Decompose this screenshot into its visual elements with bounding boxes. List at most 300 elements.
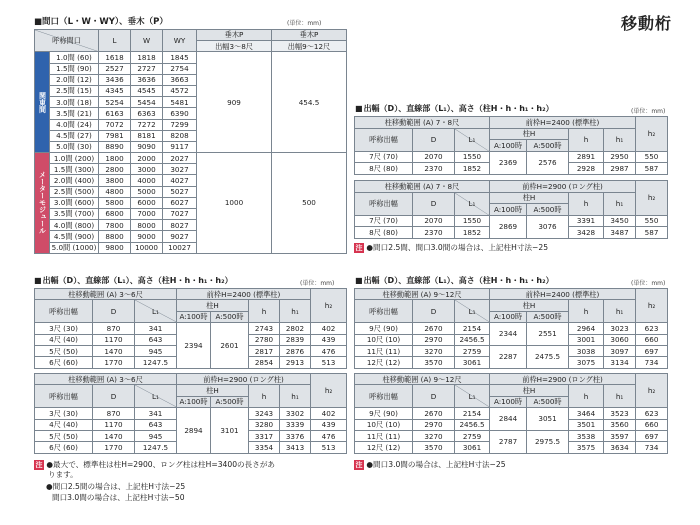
value-cell: 1852 bbox=[455, 163, 490, 175]
size-cell: 1.5間 (90) bbox=[50, 63, 99, 74]
value-cell: 2817 bbox=[249, 345, 280, 356]
value-cell: 2070 bbox=[413, 151, 455, 163]
value-cell: 7299 bbox=[163, 119, 197, 130]
value-cell: 1845 bbox=[163, 52, 197, 63]
col-header-size: 呼称出幅 bbox=[355, 192, 413, 215]
size-cell: 3.5間 (700) bbox=[50, 209, 99, 220]
header-label: L₁ bbox=[468, 135, 476, 145]
value-cell: 1852 bbox=[455, 227, 490, 239]
value-cell: 2370 bbox=[413, 163, 455, 175]
size-cell: 3尺 (30) bbox=[35, 323, 93, 334]
value-cell: 697 bbox=[636, 430, 668, 441]
pillar-value: 2894 bbox=[177, 408, 211, 454]
value-cell: 3636 bbox=[131, 74, 163, 85]
value-cell: 1550 bbox=[455, 151, 490, 163]
projection-table-9-12-long bbox=[354, 373, 668, 454]
value-cell: 6163 bbox=[99, 108, 131, 119]
table-row bbox=[355, 128, 668, 140]
value-cell: 8208 bbox=[163, 130, 197, 141]
size-cell: 2.0間 (400) bbox=[50, 175, 99, 186]
value-cell: 3413 bbox=[280, 442, 311, 453]
range-header: 柱移動範囲 (A) 3～6尺 bbox=[35, 374, 177, 385]
col-header-h1: h₁ bbox=[604, 192, 636, 215]
value-cell: 3270 bbox=[413, 430, 455, 441]
col-header-h2: h₂ bbox=[636, 289, 668, 323]
diagonal-header-cell bbox=[455, 300, 490, 323]
table-row bbox=[355, 289, 668, 300]
value-cell: 9117 bbox=[163, 141, 197, 152]
size-cell: 4尺 (40) bbox=[35, 334, 93, 345]
header-label: L₁ bbox=[468, 391, 476, 401]
value-cell: 6363 bbox=[131, 108, 163, 119]
pillar-value: 3101 bbox=[211, 408, 249, 454]
col-header-rafter-p2: 垂木P bbox=[272, 30, 347, 41]
value-cell: 3597 bbox=[604, 430, 636, 441]
value-cell: 550 bbox=[636, 151, 668, 163]
size-cell: 6尺 (60) bbox=[35, 357, 93, 368]
range-header: 柱移動範囲 (A) 3～6尺 bbox=[35, 289, 177, 300]
value-cell: 2154 bbox=[455, 408, 490, 419]
rafter-p-value: 454.5 bbox=[272, 52, 347, 153]
size-cell: 5.0間 (1000) bbox=[50, 242, 99, 253]
note-text: ●間口2.5間、間口3.0間の場合は、上記柱H寸法−25 bbox=[366, 243, 549, 252]
table-row bbox=[35, 385, 347, 396]
value-cell: 2839 bbox=[280, 334, 311, 345]
value-cell: 3428 bbox=[569, 227, 604, 239]
value-cell: 6390 bbox=[163, 108, 197, 119]
size-cell: 7尺 (70) bbox=[355, 215, 413, 227]
top-table-title: ■ ■間口（L・W・WY）、垂木（P） bbox=[34, 15, 168, 27]
value-cell: 9027 bbox=[163, 231, 197, 242]
table-row bbox=[355, 192, 668, 204]
value-cell: 2970 bbox=[413, 419, 455, 430]
size-cell: 3.5間 (21) bbox=[50, 108, 99, 119]
value-cell: 1770 bbox=[93, 357, 135, 368]
value-cell: 7272 bbox=[131, 119, 163, 130]
size-cell: 4.5間 (900) bbox=[50, 231, 99, 242]
size-cell: 1.0間 (200) bbox=[50, 153, 99, 164]
col-subheader-p1: 出幅3～8尺 bbox=[197, 41, 272, 52]
value-cell: 2754 bbox=[163, 63, 197, 74]
col-header-h2: h₂ bbox=[311, 374, 347, 408]
value-cell: 2970 bbox=[413, 334, 455, 345]
value-cell: 4000 bbox=[131, 175, 163, 186]
group-label-kanto: 関東間 bbox=[35, 52, 50, 153]
value-cell: 341 bbox=[135, 408, 177, 419]
size-cell: 4.5間 (27) bbox=[50, 130, 99, 141]
col-header-wy: WY bbox=[163, 30, 197, 52]
value-cell: 402 bbox=[311, 323, 347, 334]
value-cell: 3038 bbox=[569, 345, 604, 356]
col-header-d: D bbox=[413, 192, 455, 215]
value-cell: 3487 bbox=[604, 227, 636, 239]
value-cell: 8181 bbox=[131, 130, 163, 141]
value-cell: 870 bbox=[93, 323, 135, 334]
col-header-h2: h₂ bbox=[636, 374, 668, 408]
diagonal-header-cell bbox=[455, 128, 490, 151]
value-cell: 3538 bbox=[569, 430, 604, 441]
table-row bbox=[355, 181, 668, 193]
value-cell: 8800 bbox=[99, 231, 131, 242]
value-cell: 9800 bbox=[99, 242, 131, 253]
note-text: ●間口3.0間の場合は、上記柱H寸法−25 bbox=[366, 460, 506, 469]
pillar-value: 2601 bbox=[211, 323, 249, 369]
range-header: 柱移動範囲 (A) 7・8尺 bbox=[355, 181, 490, 193]
value-cell: 5454 bbox=[131, 97, 163, 108]
table-row bbox=[355, 374, 668, 385]
note-tag: 注 bbox=[355, 244, 363, 252]
value-cell: 6800 bbox=[99, 209, 131, 220]
col-header-size: 呼称出幅 bbox=[35, 300, 93, 323]
value-cell: 3501 bbox=[569, 419, 604, 430]
col-header-h: h bbox=[569, 300, 604, 323]
value-cell: 2950 bbox=[604, 151, 636, 163]
value-cell: 1470 bbox=[93, 345, 135, 356]
diagonal-header-cell bbox=[135, 300, 177, 323]
table-row bbox=[35, 408, 347, 419]
value-cell: 2000 bbox=[131, 153, 163, 164]
pillar-value: 3051 bbox=[527, 408, 569, 431]
value-cell: 2743 bbox=[249, 323, 280, 334]
table-row bbox=[355, 408, 668, 419]
col-header-size: 呼称出幅 bbox=[355, 385, 413, 408]
size-cell: 11尺 (11) bbox=[355, 345, 413, 356]
size-cell: 11尺 (11) bbox=[355, 430, 413, 441]
right-bottom-section-unit: (単位：mm) bbox=[631, 280, 666, 287]
value-cell: 1470 bbox=[93, 430, 135, 441]
frame-header: 前枠H=2900 (ロング柱) bbox=[490, 181, 636, 193]
value-cell: 623 bbox=[636, 323, 668, 334]
value-cell: 5800 bbox=[99, 197, 131, 208]
value-cell: 2456.5 bbox=[455, 419, 490, 430]
value-cell: 9000 bbox=[131, 231, 163, 242]
header-label: L₁ bbox=[152, 306, 159, 316]
col-header-d: D bbox=[93, 385, 135, 408]
col-header-d: D bbox=[413, 385, 455, 408]
value-cell: 1170 bbox=[93, 334, 135, 345]
value-cell: 4800 bbox=[99, 186, 131, 197]
pillar-value: 2394 bbox=[177, 323, 211, 369]
value-cell: 3027 bbox=[163, 164, 197, 175]
value-cell: 3000 bbox=[131, 164, 163, 175]
col-header-h: h bbox=[569, 192, 604, 215]
frame-header: 前枠H=2900 (ロング柱) bbox=[177, 374, 311, 385]
table-row bbox=[35, 289, 347, 300]
value-cell: 2456.5 bbox=[455, 334, 490, 345]
value-cell: 8000 bbox=[131, 220, 163, 231]
pillar-value: 2787 bbox=[490, 430, 527, 453]
col-header-a100: A:100時 bbox=[177, 311, 211, 322]
pillar-value: 2576 bbox=[527, 151, 569, 174]
notes-left bbox=[34, 460, 275, 503]
value-cell: 6000 bbox=[131, 197, 163, 208]
value-cell: 550 bbox=[636, 215, 668, 227]
value-cell: 3523 bbox=[604, 408, 636, 419]
value-cell: 6027 bbox=[163, 197, 197, 208]
value-cell: 5254 bbox=[99, 97, 131, 108]
value-cell: 3354 bbox=[249, 442, 280, 453]
size-cell: 2.5間 (500) bbox=[50, 186, 99, 197]
frame-header: 前枠H=2400 (標準柱) bbox=[490, 117, 636, 129]
col-header-l: L bbox=[99, 30, 131, 52]
size-cell: 4.0間 (24) bbox=[50, 119, 99, 130]
value-cell: 3061 bbox=[455, 357, 490, 368]
col-header-pillar: 柱H bbox=[490, 128, 569, 140]
frame-header: 前枠H=2400 (標準柱) bbox=[177, 289, 311, 300]
value-cell: 2670 bbox=[413, 408, 455, 419]
size-cell: 2.0間 (12) bbox=[50, 74, 99, 85]
left-section-title: ■ 出幅（D）、直線部（L₁）、高さ（柱H・h・h₁・h₂） bbox=[34, 275, 233, 286]
diagonal-header-cell bbox=[135, 385, 177, 408]
value-cell: 1818 bbox=[131, 52, 163, 63]
value-cell: 5481 bbox=[163, 97, 197, 108]
size-cell: 4尺 (40) bbox=[35, 419, 93, 430]
table-row bbox=[355, 345, 668, 356]
value-cell: 2928 bbox=[569, 163, 604, 175]
col-header-pillar: 柱H bbox=[177, 385, 249, 396]
size-cell: 10尺 (10) bbox=[355, 419, 413, 430]
col-header-a100: A:100時 bbox=[490, 311, 527, 322]
value-cell: 8027 bbox=[163, 220, 197, 231]
pillar-value: 2369 bbox=[490, 151, 527, 174]
value-cell: 587 bbox=[636, 163, 668, 175]
value-cell: 3663 bbox=[163, 74, 197, 85]
pillar-value: 3076 bbox=[527, 215, 569, 238]
frontage-table bbox=[34, 29, 347, 254]
value-cell: 660 bbox=[636, 419, 668, 430]
value-cell: 3560 bbox=[604, 419, 636, 430]
value-cell: 2070 bbox=[413, 215, 455, 227]
col-header-h1: h₁ bbox=[604, 300, 636, 323]
col-header-a500: A:500時 bbox=[527, 311, 569, 322]
value-cell: 2964 bbox=[569, 323, 604, 334]
table-row bbox=[35, 374, 347, 385]
value-cell: 945 bbox=[135, 430, 177, 441]
range-header: 柱移動範囲 (A) 9～12尺 bbox=[355, 374, 490, 385]
col-header-d: D bbox=[413, 128, 455, 151]
col-header-h: h bbox=[249, 385, 280, 408]
col-header-a100: A:100時 bbox=[490, 204, 527, 216]
rafter-p-value: 500 bbox=[272, 153, 347, 254]
projection-table-9-12-standard bbox=[354, 288, 668, 369]
col-header-h2: h₂ bbox=[636, 181, 668, 216]
value-cell: 3097 bbox=[604, 345, 636, 356]
col-header-a500: A:500時 bbox=[527, 204, 569, 216]
value-cell: 1247.5 bbox=[135, 357, 177, 368]
value-cell: 2370 bbox=[413, 227, 455, 239]
pillar-value: 2287 bbox=[490, 345, 527, 368]
value-cell: 10000 bbox=[131, 242, 163, 253]
table-row bbox=[355, 215, 668, 227]
value-cell: 3001 bbox=[569, 334, 604, 345]
rafter-p-value: 909 bbox=[197, 52, 272, 153]
value-cell: 3134 bbox=[604, 357, 636, 368]
value-cell: 10027 bbox=[163, 242, 197, 253]
value-cell: 2891 bbox=[569, 151, 604, 163]
value-cell: 476 bbox=[311, 430, 347, 441]
col-header-h1: h₁ bbox=[280, 385, 311, 408]
col-header-a100: A:100時 bbox=[490, 396, 527, 407]
value-cell: 4572 bbox=[163, 85, 197, 96]
value-cell: 2670 bbox=[413, 323, 455, 334]
col-header-d: D bbox=[413, 300, 455, 323]
pillar-value: 2844 bbox=[490, 408, 527, 431]
value-cell: 439 bbox=[311, 419, 347, 430]
size-cell: 3.0間 (600) bbox=[50, 197, 99, 208]
size-cell: 6尺 (60) bbox=[35, 442, 93, 453]
header-label: L₁ bbox=[468, 306, 476, 316]
table-row bbox=[35, 30, 347, 41]
col-header-h: h bbox=[569, 385, 604, 408]
projection-table-7-8-long bbox=[354, 180, 668, 239]
size-cell: 12尺 (12) bbox=[355, 442, 413, 453]
col-header-a500: A:500時 bbox=[211, 311, 249, 322]
value-cell: 643 bbox=[135, 334, 177, 345]
col-header-a500: A:500時 bbox=[527, 396, 569, 407]
value-cell: 3436 bbox=[99, 74, 131, 85]
value-cell: 1618 bbox=[99, 52, 131, 63]
col-header-h2: h₂ bbox=[311, 289, 347, 323]
col-header-a100: A:100時 bbox=[177, 396, 211, 407]
pillar-value: 2869 bbox=[490, 215, 527, 238]
value-cell: 2154 bbox=[455, 323, 490, 334]
value-cell: 734 bbox=[636, 442, 668, 453]
value-cell: 697 bbox=[636, 345, 668, 356]
value-cell: 3060 bbox=[604, 334, 636, 345]
value-cell: 1800 bbox=[99, 153, 131, 164]
size-cell: 5尺 (50) bbox=[35, 430, 93, 441]
frame-header: 前枠H=2900 (ロング柱) bbox=[490, 374, 636, 385]
right-top-section-unit: (単位：mm) bbox=[631, 108, 666, 115]
value-cell: 2802 bbox=[280, 323, 311, 334]
note-tag: 注 bbox=[355, 461, 363, 469]
size-cell: 12尺 (12) bbox=[355, 357, 413, 368]
value-cell: 3391 bbox=[569, 215, 604, 227]
value-cell: 2987 bbox=[604, 163, 636, 175]
value-cell: 945 bbox=[135, 345, 177, 356]
value-cell: 3800 bbox=[99, 175, 131, 186]
size-cell: 4.0間 (800) bbox=[50, 220, 99, 231]
col-header-a100: A:100時 bbox=[490, 140, 527, 152]
col-header-h1: h₁ bbox=[280, 300, 311, 323]
value-cell: 7000 bbox=[131, 209, 163, 220]
size-cell: 2.5間 (15) bbox=[50, 85, 99, 96]
value-cell: 623 bbox=[636, 408, 668, 419]
col-header-pillar: 柱H bbox=[177, 300, 249, 311]
range-header: 柱移動範囲 (A) 7・8尺 bbox=[355, 117, 490, 129]
col-header-h1: h₁ bbox=[604, 385, 636, 408]
value-cell: 341 bbox=[135, 323, 177, 334]
value-cell: 2876 bbox=[280, 345, 311, 356]
value-cell: 3243 bbox=[249, 408, 280, 419]
size-cell: 5.0間 (30) bbox=[50, 141, 99, 152]
value-cell: 3270 bbox=[413, 345, 455, 356]
right-bottom-section-title: ■ 出幅（D）、直線部（L₁）、高さ（柱H・h・h₁・h₂） bbox=[355, 275, 554, 286]
size-cell: 9尺 (90) bbox=[355, 323, 413, 334]
value-cell: 2027 bbox=[163, 153, 197, 164]
value-cell: 2854 bbox=[249, 357, 280, 368]
size-cell: 1.5間 (300) bbox=[50, 164, 99, 175]
value-cell: 2727 bbox=[131, 63, 163, 74]
value-cell: 3464 bbox=[569, 408, 604, 419]
range-header: 柱移動範囲 (A) 9～12尺 bbox=[355, 289, 490, 300]
note-text: ●最大で、標準柱は柱H=2900、ロング柱は柱H=3400の長さがあ bbox=[46, 460, 276, 469]
col-header-h: h bbox=[249, 300, 280, 323]
value-cell: 3061 bbox=[455, 442, 490, 453]
value-cell: 402 bbox=[311, 408, 347, 419]
header-label: L₁ bbox=[468, 199, 476, 209]
size-cell: 10尺 (10) bbox=[355, 334, 413, 345]
table-row bbox=[35, 323, 347, 334]
table-row bbox=[355, 117, 668, 129]
value-cell: 643 bbox=[135, 419, 177, 430]
size-cell: 3.0間 (18) bbox=[50, 97, 99, 108]
value-cell: 734 bbox=[636, 357, 668, 368]
size-cell: 3尺 (30) bbox=[35, 408, 93, 419]
frame-header: 前枠H=2400 (標準柱) bbox=[490, 289, 636, 300]
note-right-bottom bbox=[354, 460, 506, 470]
projection-table-7-8-standard bbox=[354, 116, 668, 175]
pillar-value: 2475.5 bbox=[527, 345, 569, 368]
col-header-pillar: 柱H bbox=[490, 385, 569, 396]
group-label-meter-module: メーターモジュール bbox=[35, 153, 50, 254]
col-header-rafter-p1: 垂木P bbox=[197, 30, 272, 41]
value-cell: 5000 bbox=[131, 186, 163, 197]
header-label: 呼称間口 bbox=[52, 36, 81, 46]
value-cell: 3575 bbox=[569, 442, 604, 453]
col-header-size: 呼称出幅 bbox=[355, 300, 413, 323]
value-cell: 3634 bbox=[604, 442, 636, 453]
value-cell: 1770 bbox=[93, 442, 135, 453]
value-cell: 3317 bbox=[249, 430, 280, 441]
size-cell: 1.0間 (60) bbox=[50, 52, 99, 63]
value-cell: 587 bbox=[636, 227, 668, 239]
projection-table-left-standard bbox=[34, 288, 347, 369]
value-cell: 3023 bbox=[604, 323, 636, 334]
value-cell: 476 bbox=[311, 345, 347, 356]
size-cell: 9尺 (90) bbox=[355, 408, 413, 419]
note-right-mid bbox=[354, 243, 548, 253]
col-header-a500: A:500時 bbox=[527, 140, 569, 152]
size-cell: 7尺 (70) bbox=[355, 151, 413, 163]
value-cell: 3570 bbox=[413, 357, 455, 368]
table-row bbox=[355, 151, 668, 163]
value-cell: 3339 bbox=[280, 419, 311, 430]
value-cell: 2913 bbox=[280, 357, 311, 368]
col-header-pillar: 柱H bbox=[490, 300, 569, 311]
table-row bbox=[35, 300, 347, 311]
pillar-value: 2975.5 bbox=[527, 430, 569, 453]
table-row bbox=[355, 385, 668, 396]
size-cell: 8尺 (80) bbox=[355, 163, 413, 175]
table-row bbox=[355, 300, 668, 311]
value-cell: 3376 bbox=[280, 430, 311, 441]
col-header-d: D bbox=[93, 300, 135, 323]
size-cell: 8尺 (80) bbox=[355, 227, 413, 239]
value-cell: 513 bbox=[311, 357, 347, 368]
value-cell: 3450 bbox=[604, 215, 636, 227]
value-cell: 439 bbox=[311, 334, 347, 345]
value-cell: 1247.5 bbox=[135, 442, 177, 453]
col-header-a500: A:500時 bbox=[211, 396, 249, 407]
value-cell: 8890 bbox=[99, 141, 131, 152]
top-table-unit: (単位：mm) bbox=[287, 20, 322, 27]
value-cell: 7800 bbox=[99, 220, 131, 231]
rafter-p-value: 1000 bbox=[197, 153, 272, 254]
value-cell: 2800 bbox=[99, 164, 131, 175]
value-cell: 3280 bbox=[249, 419, 280, 430]
value-cell: 4345 bbox=[99, 85, 131, 96]
